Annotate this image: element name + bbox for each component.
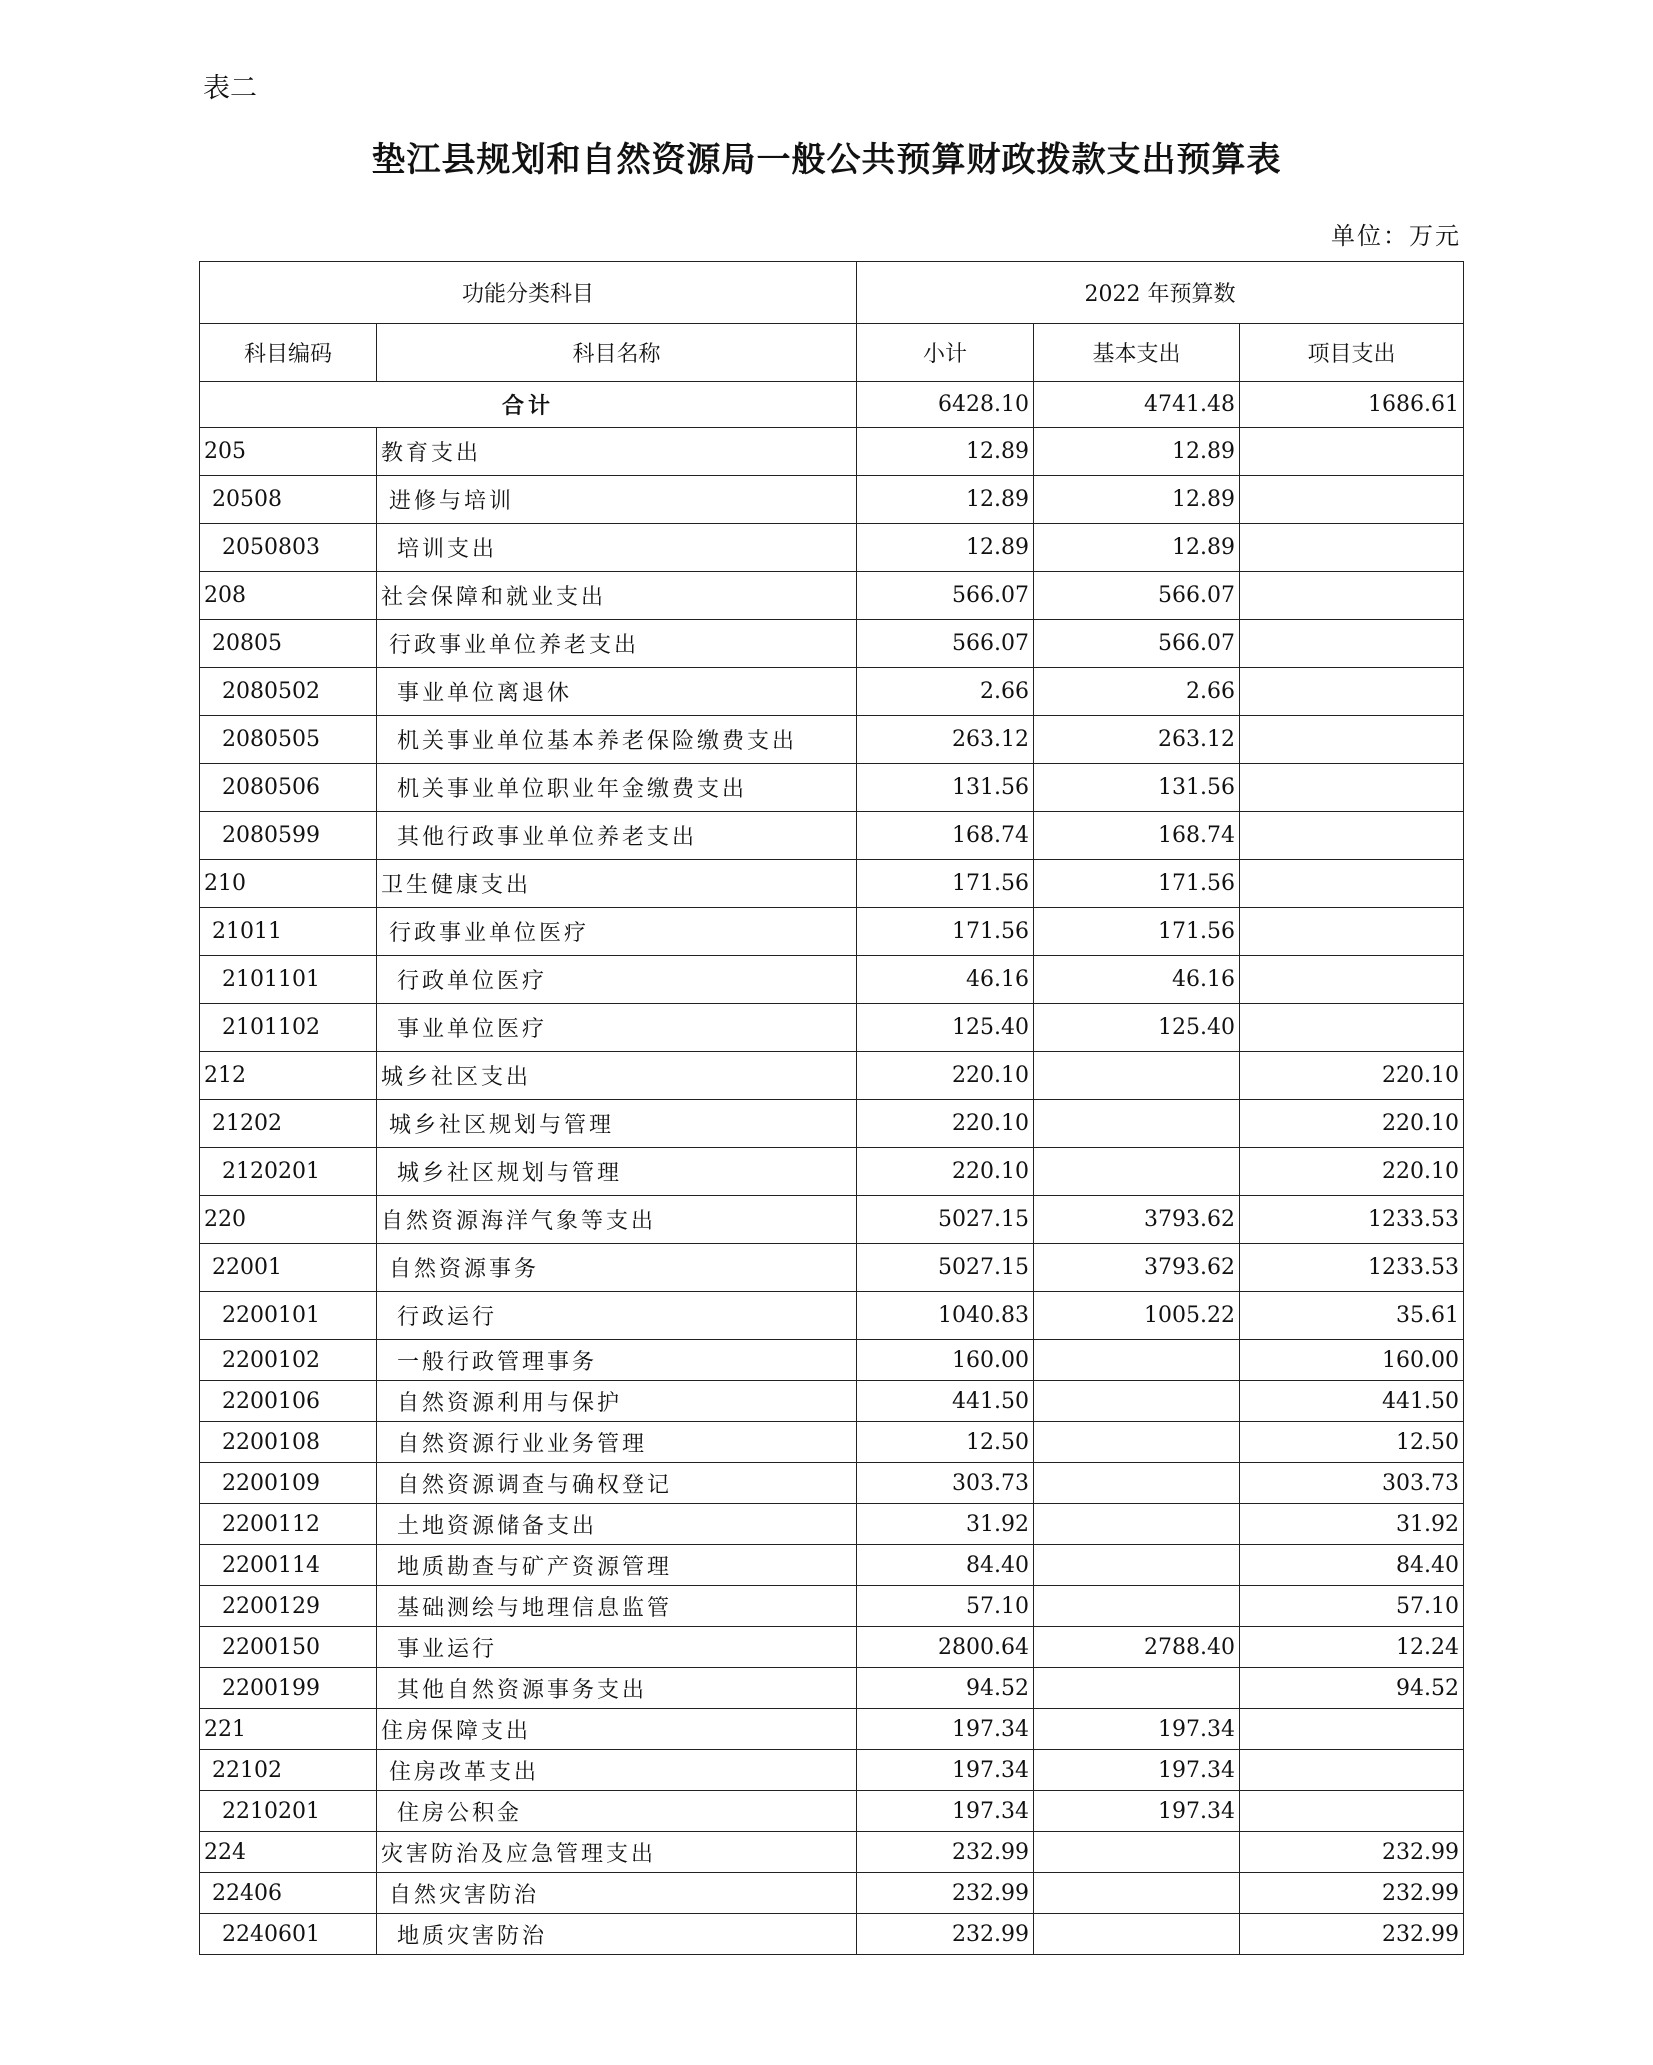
row-project: 220.10: [1240, 1052, 1464, 1100]
row-name: 培训支出: [377, 524, 857, 572]
row-code: 2200129: [200, 1586, 377, 1627]
total-row: [200, 382, 1464, 428]
row-project: 232.99: [1240, 1914, 1464, 1955]
row-subtotal: 232.99: [857, 1914, 1034, 1955]
row-name: 地质勘查与矿产资源管理: [377, 1545, 857, 1586]
row-name: 卫生健康支出: [377, 860, 857, 908]
header-budget-year: 2022 年预算数: [857, 262, 1464, 324]
row-basic: [1034, 1100, 1240, 1148]
row-subtotal: 441.50: [857, 1381, 1034, 1422]
row-basic: 566.07: [1034, 572, 1240, 620]
row-basic: [1034, 1873, 1240, 1914]
row-subtotal: 46.16: [857, 956, 1034, 1004]
row-subtotal: 94.52: [857, 1668, 1034, 1709]
row-subtotal: 197.34: [857, 1709, 1034, 1750]
row-project: [1240, 620, 1464, 668]
row-basic: [1034, 1052, 1240, 1100]
row-subtotal: 5027.15: [857, 1244, 1034, 1292]
row-subtotal: 232.99: [857, 1873, 1034, 1914]
table-row: [200, 1052, 1464, 1100]
row-subtotal: 220.10: [857, 1100, 1034, 1148]
row-code: 2200114: [200, 1545, 377, 1586]
row-project: [1240, 812, 1464, 860]
table-row: [200, 764, 1464, 812]
row-name: 事业运行: [377, 1627, 857, 1668]
row-name: 城乡社区支出: [377, 1052, 857, 1100]
table-row: [200, 1586, 1464, 1627]
row-subtotal: 1040.83: [857, 1292, 1034, 1340]
header-subtotal: 小计: [857, 324, 1034, 382]
row-name: 行政事业单位医疗: [377, 908, 857, 956]
row-name: 灾害防治及应急管理支出: [377, 1832, 857, 1873]
row-subtotal: 5027.15: [857, 1196, 1034, 1244]
row-subtotal: 31.92: [857, 1504, 1034, 1545]
row-project: [1240, 1709, 1464, 1750]
row-project: 232.99: [1240, 1873, 1464, 1914]
table-row: [200, 1292, 1464, 1340]
row-project: [1240, 908, 1464, 956]
row-subtotal: 220.10: [857, 1052, 1034, 1100]
row-code: 2200109: [200, 1463, 377, 1504]
table-row: [200, 524, 1464, 572]
row-code: 22406: [200, 1873, 377, 1914]
row-subtotal: 12.89: [857, 428, 1034, 476]
row-project: 303.73: [1240, 1463, 1464, 1504]
row-code: 2101102: [200, 1004, 377, 1052]
row-basic: 197.34: [1034, 1750, 1240, 1791]
row-code: 221: [200, 1709, 377, 1750]
row-project: 220.10: [1240, 1100, 1464, 1148]
row-code: 20805: [200, 620, 377, 668]
row-code: 21011: [200, 908, 377, 956]
row-name: 住房公积金: [377, 1791, 857, 1832]
row-basic: [1034, 1586, 1240, 1627]
row-subtotal: 168.74: [857, 812, 1034, 860]
budget-table: [199, 261, 1464, 1955]
row-subtotal: 160.00: [857, 1340, 1034, 1381]
row-name: 城乡社区规划与管理: [377, 1148, 857, 1196]
page-title: 垫江县规划和自然资源局一般公共预算财政拨款支出预算表: [371, 140, 1282, 180]
row-subtotal: 171.56: [857, 860, 1034, 908]
row-code: 2080502: [200, 668, 377, 716]
row-code: 2200106: [200, 1381, 377, 1422]
header-code: 科目编码: [200, 324, 377, 382]
row-subtotal: 12.50: [857, 1422, 1034, 1463]
row-code: 2210201: [200, 1791, 377, 1832]
row-subtotal: 57.10: [857, 1586, 1034, 1627]
total-basic: 4741.48: [1034, 382, 1240, 428]
table-row: [200, 716, 1464, 764]
header-name: 科目名称: [377, 324, 857, 382]
row-project: [1240, 716, 1464, 764]
row-name: 行政运行: [377, 1292, 857, 1340]
table-row: [200, 1545, 1464, 1586]
row-basic: 3793.62: [1034, 1244, 1240, 1292]
table-row: [200, 1709, 1464, 1750]
row-basic: 197.34: [1034, 1791, 1240, 1832]
row-project: 57.10: [1240, 1586, 1464, 1627]
row-project: 12.24: [1240, 1627, 1464, 1668]
row-project: [1240, 956, 1464, 1004]
row-name: 自然资源调查与确权登记: [377, 1463, 857, 1504]
row-project: [1240, 572, 1464, 620]
table-row: [200, 1196, 1464, 1244]
table-row: [200, 1627, 1464, 1668]
row-name: 机关事业单位基本养老保险缴费支出: [377, 716, 857, 764]
row-code: 220: [200, 1196, 377, 1244]
row-project: 160.00: [1240, 1340, 1464, 1381]
row-subtotal: 2.66: [857, 668, 1034, 716]
total-project: 1686.61: [1240, 382, 1464, 428]
row-name: 教育支出: [377, 428, 857, 476]
row-basic: [1034, 1914, 1240, 1955]
header-function-category: 功能分类科目: [200, 262, 857, 324]
row-code: 212: [200, 1052, 377, 1100]
row-name: 社会保障和就业支出: [377, 572, 857, 620]
row-code: 2080599: [200, 812, 377, 860]
row-code: 2050803: [200, 524, 377, 572]
table-row: [200, 908, 1464, 956]
row-subtotal: 171.56: [857, 908, 1034, 956]
row-project: 84.40: [1240, 1545, 1464, 1586]
table-row: [200, 1422, 1464, 1463]
row-basic: [1034, 1340, 1240, 1381]
row-project: 12.50: [1240, 1422, 1464, 1463]
row-basic: 12.89: [1034, 524, 1240, 572]
row-subtotal: 125.40: [857, 1004, 1034, 1052]
total-subtotal: 6428.10: [857, 382, 1034, 428]
table-row: [200, 1463, 1464, 1504]
row-code: 2200112: [200, 1504, 377, 1545]
table-row: [200, 956, 1464, 1004]
row-code: 2240601: [200, 1914, 377, 1955]
table-row: [200, 1381, 1464, 1422]
row-subtotal: 131.56: [857, 764, 1034, 812]
row-code: 208: [200, 572, 377, 620]
row-basic: 171.56: [1034, 908, 1240, 956]
row-basic: 566.07: [1034, 620, 1240, 668]
row-subtotal: 197.34: [857, 1791, 1034, 1832]
row-code: 2200108: [200, 1422, 377, 1463]
row-basic: 168.74: [1034, 812, 1240, 860]
row-project: 1233.53: [1240, 1244, 1464, 1292]
row-project: [1240, 524, 1464, 572]
header-basic: 基本支出: [1034, 324, 1240, 382]
row-subtotal: 303.73: [857, 1463, 1034, 1504]
table-row: [200, 572, 1464, 620]
row-code: 2101101: [200, 956, 377, 1004]
row-basic: 131.56: [1034, 764, 1240, 812]
table-row: [200, 1914, 1464, 1955]
row-subtotal: 197.34: [857, 1750, 1034, 1791]
row-code: 2200150: [200, 1627, 377, 1668]
table-row: [200, 1750, 1464, 1791]
row-basic: 2788.40: [1034, 1627, 1240, 1668]
header-project: 项目支出: [1240, 324, 1464, 382]
row-code: 224: [200, 1832, 377, 1873]
row-project: [1240, 668, 1464, 716]
row-project: [1240, 428, 1464, 476]
row-project: 31.92: [1240, 1504, 1464, 1545]
row-basic: 1005.22: [1034, 1292, 1240, 1340]
row-code: 2200199: [200, 1668, 377, 1709]
row-name: 行政单位医疗: [377, 956, 857, 1004]
row-subtotal: 220.10: [857, 1148, 1034, 1196]
header-column-row: [200, 324, 1464, 382]
row-project: 220.10: [1240, 1148, 1464, 1196]
row-project: [1240, 860, 1464, 908]
total-label: 合计: [200, 382, 857, 428]
row-basic: [1034, 1422, 1240, 1463]
table-row: [200, 1504, 1464, 1545]
row-project: 35.61: [1240, 1292, 1464, 1340]
table-row: [200, 1668, 1464, 1709]
row-subtotal: 566.07: [857, 620, 1034, 668]
row-subtotal: 2800.64: [857, 1627, 1034, 1668]
table-row: [200, 668, 1464, 716]
row-code: 2200102: [200, 1340, 377, 1381]
table-row: [200, 428, 1464, 476]
row-basic: 263.12: [1034, 716, 1240, 764]
row-basic: [1034, 1668, 1240, 1709]
table-row: [200, 1244, 1464, 1292]
table-row: [200, 1004, 1464, 1052]
table-row: [200, 620, 1464, 668]
row-name: 其他自然资源事务支出: [377, 1668, 857, 1709]
row-name: 自然资源利用与保护: [377, 1381, 857, 1422]
row-code: 2120201: [200, 1148, 377, 1196]
row-name: 自然灾害防治: [377, 1873, 857, 1914]
row-code: 22102: [200, 1750, 377, 1791]
row-name: 住房改革支出: [377, 1750, 857, 1791]
table-row: [200, 1148, 1464, 1196]
row-subtotal: 263.12: [857, 716, 1034, 764]
table-row: [200, 1873, 1464, 1914]
unit-label: 单位：万元: [1331, 222, 1461, 250]
row-basic: 197.34: [1034, 1709, 1240, 1750]
row-subtotal: 12.89: [857, 476, 1034, 524]
row-basic: 125.40: [1034, 1004, 1240, 1052]
row-basic: 12.89: [1034, 428, 1240, 476]
row-project: 441.50: [1240, 1381, 1464, 1422]
row-basic: [1034, 1545, 1240, 1586]
table-row: [200, 860, 1464, 908]
row-name: 机关事业单位职业年金缴费支出: [377, 764, 857, 812]
row-code: 2200101: [200, 1292, 377, 1340]
row-project: [1240, 764, 1464, 812]
row-basic: [1034, 1463, 1240, 1504]
row-project: [1240, 1791, 1464, 1832]
row-name: 自然资源行业业务管理: [377, 1422, 857, 1463]
row-name: 自然资源海洋气象等支出: [377, 1196, 857, 1244]
row-basic: [1034, 1832, 1240, 1873]
row-name: 自然资源事务: [377, 1244, 857, 1292]
row-code: 20508: [200, 476, 377, 524]
row-project: 232.99: [1240, 1832, 1464, 1873]
table-row: [200, 476, 1464, 524]
row-code: 2080505: [200, 716, 377, 764]
row-code: 22001: [200, 1244, 377, 1292]
row-name: 其他行政事业单位养老支出: [377, 812, 857, 860]
row-project: 1233.53: [1240, 1196, 1464, 1244]
table-row: [200, 1340, 1464, 1381]
row-basic: [1034, 1381, 1240, 1422]
row-name: 进修与培训: [377, 476, 857, 524]
row-project: [1240, 476, 1464, 524]
row-basic: 3793.62: [1034, 1196, 1240, 1244]
row-name: 基础测绘与地理信息监管: [377, 1586, 857, 1627]
table-row: [200, 812, 1464, 860]
row-code: 21202: [200, 1100, 377, 1148]
row-basic: 46.16: [1034, 956, 1240, 1004]
row-name: 城乡社区规划与管理: [377, 1100, 857, 1148]
header-group-row: [200, 262, 1464, 324]
row-subtotal: 84.40: [857, 1545, 1034, 1586]
row-basic: [1034, 1148, 1240, 1196]
row-name: 行政事业单位养老支出: [377, 620, 857, 668]
row-subtotal: 12.89: [857, 524, 1034, 572]
table-row: [200, 1100, 1464, 1148]
row-basic: 171.56: [1034, 860, 1240, 908]
row-name: 地质灾害防治: [377, 1914, 857, 1955]
row-basic: 12.89: [1034, 476, 1240, 524]
table-row: [200, 1832, 1464, 1873]
row-name: 事业单位医疗: [377, 1004, 857, 1052]
row-project: 94.52: [1240, 1668, 1464, 1709]
row-project: [1240, 1004, 1464, 1052]
row-subtotal: 566.07: [857, 572, 1034, 620]
row-basic: 2.66: [1034, 668, 1240, 716]
table-number-label: 表二: [203, 73, 257, 104]
row-name: 土地资源储备支出: [377, 1504, 857, 1545]
row-basic: [1034, 1504, 1240, 1545]
row-project: [1240, 1750, 1464, 1791]
row-code: 210: [200, 860, 377, 908]
table-row: [200, 1791, 1464, 1832]
row-subtotal: 232.99: [857, 1832, 1034, 1873]
row-name: 一般行政管理事务: [377, 1340, 857, 1381]
row-code: 205: [200, 428, 377, 476]
row-name: 住房保障支出: [377, 1709, 857, 1750]
row-name: 事业单位离退休: [377, 668, 857, 716]
row-code: 2080506: [200, 764, 377, 812]
